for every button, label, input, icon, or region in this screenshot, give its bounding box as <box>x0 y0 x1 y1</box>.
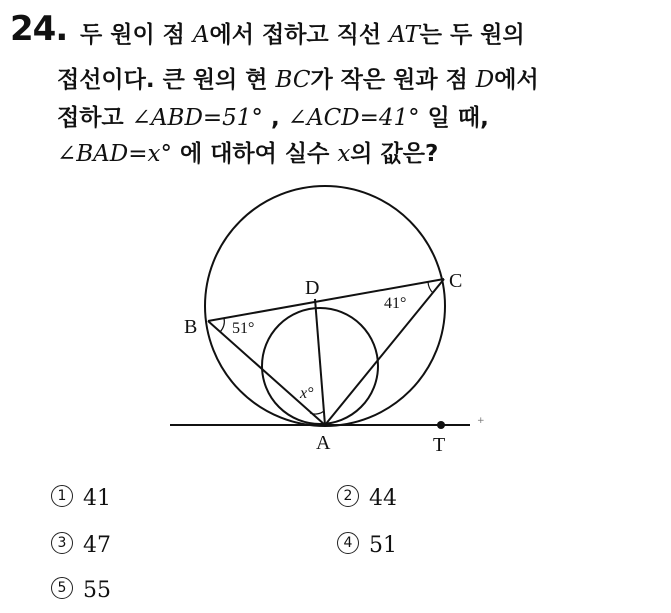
text: , <box>262 105 288 131</box>
choice-2[interactable] <box>337 486 397 511</box>
choice-4[interactable] <box>337 533 397 558</box>
text: 가 작은 원과 점 <box>310 67 476 93</box>
choice-value: 55 <box>83 578 111 603</box>
edge-mark: + <box>477 416 485 426</box>
text: 는 두 원의 <box>419 22 525 48</box>
choice-marker: 1 <box>51 485 73 507</box>
label-d: D <box>305 277 320 299</box>
angle-arc-acd <box>428 282 433 293</box>
text: 일 때, <box>419 105 489 131</box>
text: 접선이다. 큰 원의 현 <box>57 67 276 93</box>
choice-value: 51 <box>369 533 397 558</box>
text: 에 대하여 실수 <box>171 141 338 167</box>
choice-value: 44 <box>369 486 397 511</box>
math-expression: ∠ACD=41° <box>287 105 420 131</box>
point-t-dot <box>437 421 445 429</box>
label-a: A <box>316 432 331 454</box>
choice-value: 47 <box>83 533 111 558</box>
text: 접하고 <box>57 105 132 131</box>
label-t: T <box>433 434 446 456</box>
choice-marker: 2 <box>337 485 359 507</box>
label-b: B <box>184 316 198 338</box>
math-var: x <box>337 141 351 167</box>
large-circle <box>205 186 445 426</box>
math-var: D <box>475 67 495 93</box>
choice-marker: 5 <box>51 577 73 599</box>
text: 에서 <box>494 67 539 93</box>
math-var: AT <box>389 22 420 48</box>
angle-label-bad: x° <box>300 385 314 402</box>
choice-value: 41 <box>83 486 111 511</box>
chord-bc <box>208 279 444 321</box>
angle-label-acd: 41° <box>384 295 407 312</box>
math-expression: ∠ABD=51° <box>131 105 263 131</box>
choice-marker: 3 <box>51 532 73 554</box>
text: 의 값은? <box>350 141 439 167</box>
angle-label-abd: 51° <box>232 320 255 337</box>
choice-3[interactable] <box>51 533 111 558</box>
math-var: A <box>192 22 210 48</box>
choice-5[interactable] <box>51 578 111 603</box>
choice-1[interactable] <box>51 486 111 511</box>
math-expression: ∠BAD=x° <box>57 141 172 167</box>
question-number: 24. <box>10 9 68 49</box>
text: 두 원이 점 <box>80 22 193 48</box>
choice-marker: 4 <box>337 532 359 554</box>
math-var: BC <box>275 67 311 93</box>
text: 에서 접하고 직선 <box>209 22 390 48</box>
angle-arc-abd <box>220 318 224 332</box>
label-c: C <box>449 270 463 292</box>
segment-ad <box>315 299 325 425</box>
